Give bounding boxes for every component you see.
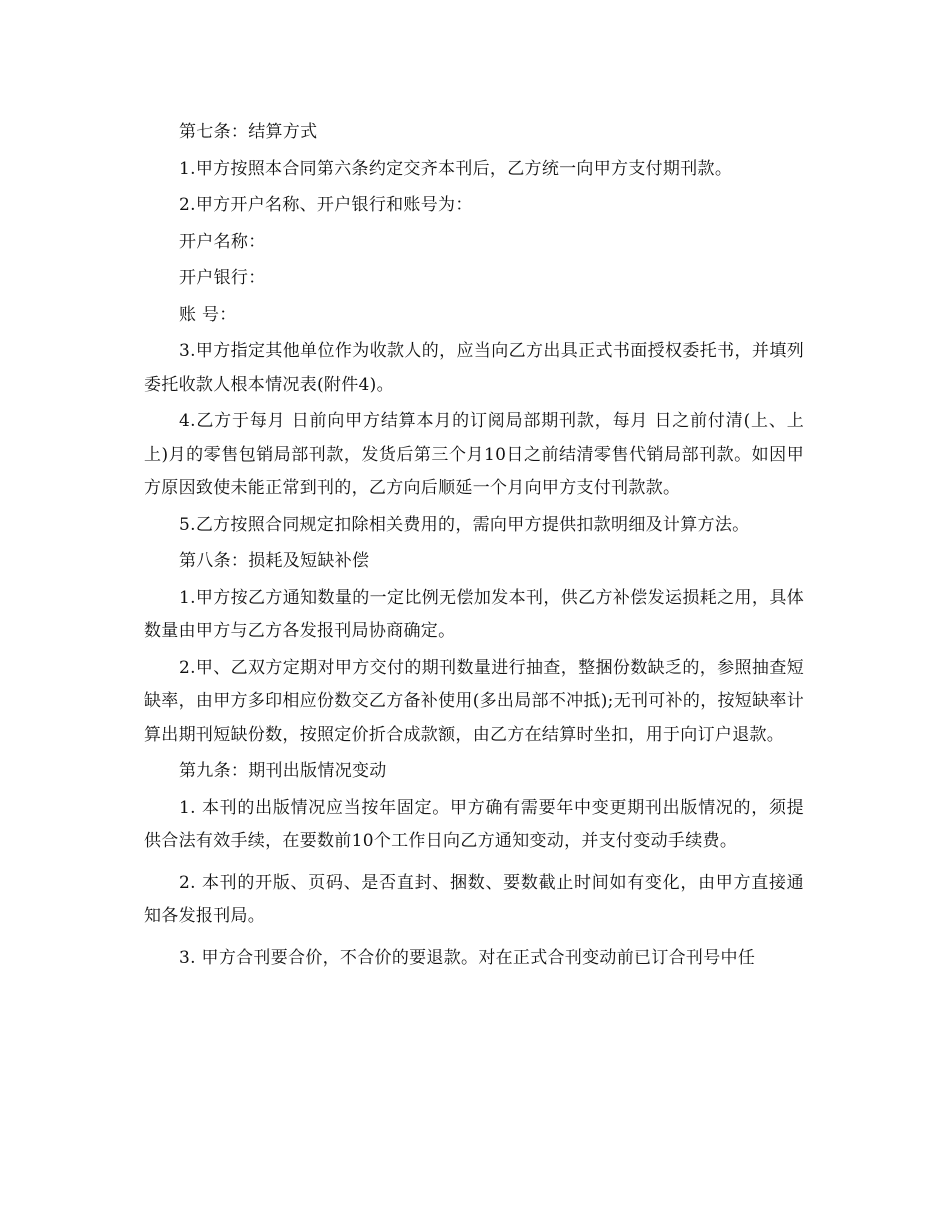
heading-article-8: 第八条：损耗及短缺补偿 [179, 551, 370, 571]
paragraph: 1. 本刊的出版情况应当按年固定。甲方确有需要年中变更期刊出版情况的，须提供合法有效手续，在要数前10个工作日向乙方通知变动，并支付变动手续费。 [144, 797, 804, 851]
heading-article-7: 第七条：结算方式 [179, 122, 318, 142]
document-body [144, 116, 804, 978]
paragraph: 1.甲方按照本合同第六条约定交齐本刊后，乙方统一向甲方支付期刊款。 [179, 158, 733, 179]
account-number-line: 账 号： [179, 304, 237, 325]
paragraph: 3. 甲方合刊要合价，不合价的要退款。对在正式合刊变动前已订合刊号中任 [179, 947, 756, 968]
heading-article-9: 第九条：期刊出版情况变动 [179, 761, 387, 781]
paragraph: 1.甲方按乙方通知数量的一定比例无偿加发本刊，供乙方补偿发运损耗之用，具体数量由甲方与乙方各发报刊局协商确定。 [144, 587, 804, 641]
paragraph: 4.乙方于每月 日前向甲方结算本月的订阅局部期刊款，每月 日之前付清(上、上上)月的零售包销局部刊款，发货后第三个月10日之前结清零售代销局部刊款。如因甲方原因致使未能正常到刊的，乙方向后顺延一个月向甲方支付刊款款。 [144, 411, 804, 498]
paragraph: 2. 本刊的开版、页码、是否直封、捆数、要数截止时间如有变化，由甲方直接通知各发报刊局。 [144, 872, 804, 926]
bank-name-line: 开户银行： [179, 268, 266, 288]
paragraph: 5.乙方按照合同规定扣除相关费用的，需向甲方提供扣款明细及计算方法。 [179, 514, 750, 535]
account-name-line: 开户名称： [179, 231, 266, 252]
paragraph: 2.甲方开户名称、开户银行和账号为： [179, 195, 473, 215]
paragraph: 3.甲方指定其他单位作为收款人的，应当向乙方出具正式书面授权委托书，并填列委托收款人根本情况表(附件4)。 [144, 341, 804, 395]
paragraph: 2.甲、乙双方定期对甲方交付的期刊数量进行抽查，整捆份数缺乏的，参照抽查短缺率，由甲方多印相应份数交乙方备补使用(多出局部不冲抵);无刊可补的，按短缺率计算出期刊短缺份数，按照定价折合成款额，由乙方在结算时坐扣，用于向订户退款。 [144, 657, 804, 745]
